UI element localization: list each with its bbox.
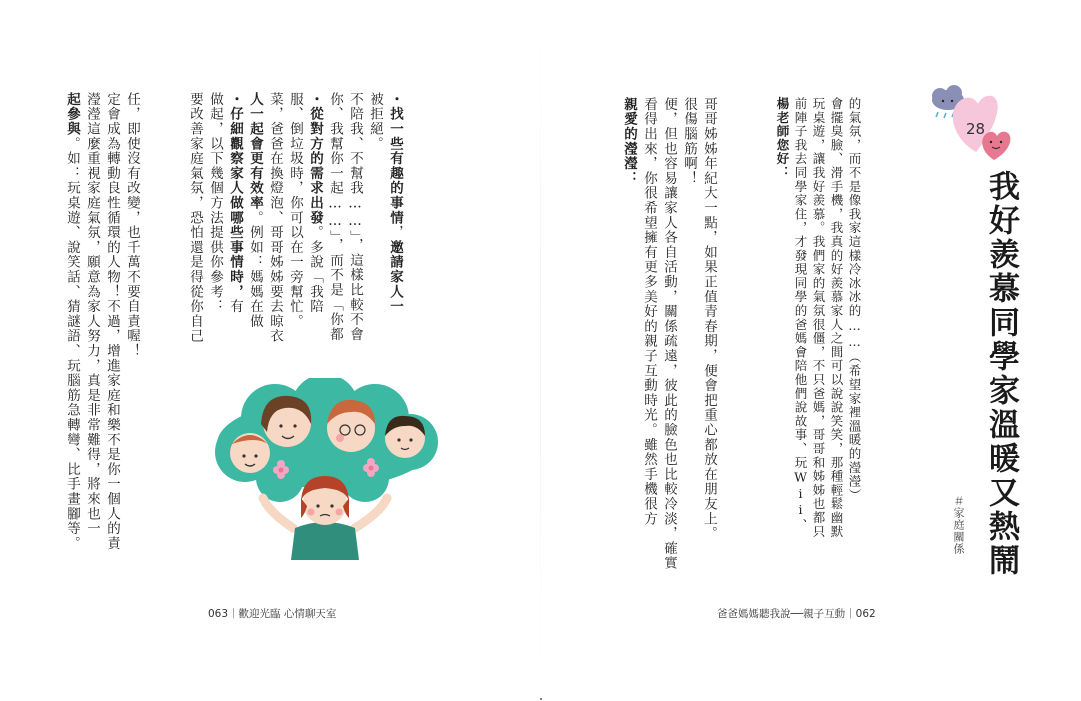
topic-tag: ＃家庭關係: [952, 495, 965, 555]
face-baby: [230, 433, 270, 473]
chapter-title: 我好羨慕同學家溫暖又熱鬧: [983, 170, 1019, 578]
emphasis-text: 邀請家人一: [387, 240, 403, 315]
reply-text: [619, 97, 719, 577]
emphasis-text: ・仔細觀察家人做哪些事情時，: [227, 92, 243, 300]
reply-greeting: 親愛的瀅瀅：: [621, 97, 637, 186]
emphasis-text: ・找一些: [387, 92, 403, 152]
text-column: [245, 92, 265, 362]
text-column: 服、倒垃圾時，你可以在一旁幫忙。: [287, 92, 303, 329]
text-column: 瀅瀅這麼重視家庭氣氛，願意為家人努力，真是非常難得，將來也一: [84, 92, 100, 536]
text-run: ，: [387, 225, 403, 241]
left-page: [0, 0, 540, 701]
text-column: 看得出來，你很希望擁有更多美好的親子互動時光。雖然手機很方: [641, 97, 657, 527]
text-run: 有: [227, 299, 243, 315]
emphasis-text: 會更有效率: [247, 136, 263, 211]
right-page: [541, 0, 1081, 701]
text-column: 哥哥姊姊年紀大一點，如果正值青春期，便會把重心都放在朋友上。: [701, 97, 717, 541]
text-column: 定會成為轉動良性循環的人物！不過，增進家庭和樂不是你一個人的責: [104, 92, 120, 551]
face-sister: [385, 416, 425, 458]
bottom-dot: [540, 698, 542, 700]
text-column: 會擺臭臉、滑手機，我真的好羨慕家人之間可以說說笑笑，那種輕鬆幽默: [829, 97, 844, 539]
text-column: 前陣子我去同學家住，才發現同學的爸媽會陪他們說故事、玩Wii、: [793, 97, 808, 533]
text-column: 玩桌遊，讓我好羨慕。我們家的氣氛很僵，不只爸媽，哥哥和姊姊也都只: [811, 97, 826, 539]
text-run: 。例如：媽媽在做: [247, 210, 263, 329]
letter-greeting: 楊老師您好：: [775, 97, 790, 180]
emphasis-text: 人一起: [247, 92, 263, 137]
chapter-badge: [926, 82, 1016, 162]
letter-text: [773, 97, 863, 537]
left-body-text: [62, 92, 142, 592]
text-column: 很傷腦筋啊！: [681, 97, 697, 186]
left-body-text-top: [185, 92, 405, 362]
text-column: 的氣氛，而不是像我家這樣冷冰冰的……（希望家裡溫暖的瀅瀅）: [847, 97, 862, 503]
text-column: [62, 92, 82, 592]
face-father: [327, 400, 375, 452]
chapter-number: 28: [966, 120, 986, 138]
text-column: 任，即使沒有改變，也千萬不要自責喔！: [124, 92, 140, 359]
text-column: 不陪我、不幫我……」，這樣比較不會: [347, 92, 363, 342]
emphasis-text: 起參與: [64, 92, 80, 137]
left-footer: 063｜歡迎光臨 心情聊天室: [208, 608, 337, 620]
text-column: 做起，以下幾個方法提供你參考：: [207, 92, 223, 314]
family-thought-bubble-illustration: [205, 378, 445, 560]
text-column: 要改善家庭氣氛，恐怕還是得從你自己: [187, 92, 203, 344]
text-column: 便，但也容易讓家人各自活動，關係疏遠，彼此的臉色也比較冷淡，確實: [661, 97, 677, 571]
right-footer: 爸爸媽媽聽我說──親子互動｜062: [717, 608, 876, 620]
text-column: 菜，爸爸在換燈泡、哥哥姊姊要去晾衣: [267, 92, 283, 344]
text-column: [225, 92, 245, 362]
text-column: 被拒絕。: [367, 92, 383, 152]
text-column: [305, 92, 325, 362]
text-column: [385, 92, 405, 362]
emphasis-text: 有趣的事情: [387, 151, 403, 226]
smiling-heart-icon: [982, 132, 1010, 160]
text-column: 你、我幫你一起……」，而不是「你都: [327, 92, 343, 342]
text-run: 。多說「我陪: [307, 225, 323, 315]
emphasis-text: ・從對方的需求出發: [307, 92, 323, 226]
text-run: 。如：玩桌遊、說笑話、猜謎語、玩腦筋急轉彎、比手畫腳等。: [64, 136, 80, 551]
